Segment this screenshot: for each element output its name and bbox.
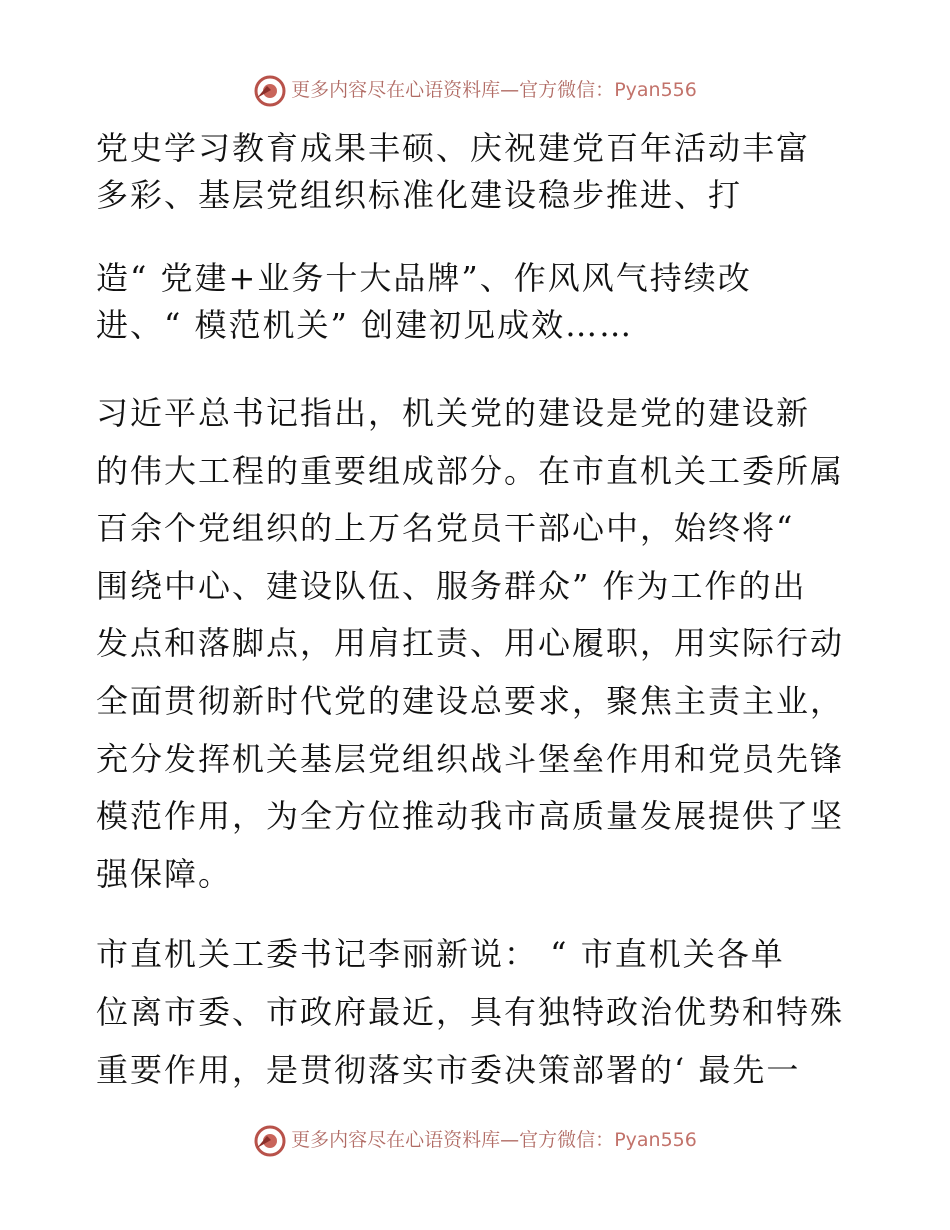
paragraph-line: 强保障。 <box>96 854 233 893</box>
paragraph-2 <box>96 255 856 349</box>
watermark-official-label: 官方微信： <box>519 79 615 101</box>
paragraph-line: 位离市委、市政府最近，具有独特政治优势和特殊 <box>96 993 845 1031</box>
watermark-separator: — <box>500 79 520 101</box>
watermark-footer <box>0 1122 950 1158</box>
paragraph-line: 模范作用，为全方位推动我市高质量发展提供了坚 <box>96 797 845 836</box>
paragraph-line: 市直机关工委书记李丽新说： “ 市直机关各单 <box>96 935 785 973</box>
watermark-wechat-id: Pyan556 <box>614 79 697 101</box>
watermark-wechat-id: Pyan556 <box>614 1129 697 1151</box>
brand-logo-icon <box>253 1124 287 1158</box>
paragraph-line: 进、“ 模范机关” 创建初见成效…… <box>96 306 634 344</box>
paragraph-line: 习近平总书记指出，机关党的建设是党的建设新 <box>96 394 811 432</box>
paragraph-line: 充分发挥机关基层党组织战斗堡垒作用和党员先锋 <box>96 739 845 778</box>
paragraph-line: 党史学习教育成果丰硕、庆祝建党百年活动丰富 <box>96 129 811 167</box>
paragraph-1 <box>96 125 856 219</box>
watermark-brand: 更多内容尽在心语资料库 <box>291 1129 501 1151</box>
watermark-header <box>0 72 950 108</box>
watermark-brand: 更多内容尽在心语资料库 <box>291 79 501 101</box>
brand-logo-icon <box>253 74 287 108</box>
paragraph-line: 围绕中心、建设队伍、服务群众” 作为工作的出 <box>96 566 807 605</box>
watermark-official-label: 官方微信： <box>519 1129 615 1151</box>
paragraph-4 <box>96 925 856 1099</box>
paragraph-line: 造“ 党建+业务十大品牌”、作风风气持续改 <box>96 259 752 297</box>
paragraph-3 <box>96 385 856 903</box>
watermark-separator: — <box>500 1129 520 1151</box>
paragraph-line: 多彩、基层党组织标准化建设稳步推进、打 <box>96 176 743 214</box>
paragraph-line: 的伟大工程的重要组成部分。在市直机关工委所属 <box>96 451 845 490</box>
paragraph-line: 全面贯彻新时代党的建设总要求，聚焦主责主业， <box>96 681 845 720</box>
paragraph-line: 重要作用，是贯彻落实市委决策部署的‘ 最先一 <box>96 1051 801 1089</box>
paragraph-line: 发点和落脚点，用肩扛责、用心履职，用实际行动 <box>96 624 845 663</box>
paragraph-line: 百余个党组织的上万名党员干部心中，始终将“ <box>96 509 795 548</box>
